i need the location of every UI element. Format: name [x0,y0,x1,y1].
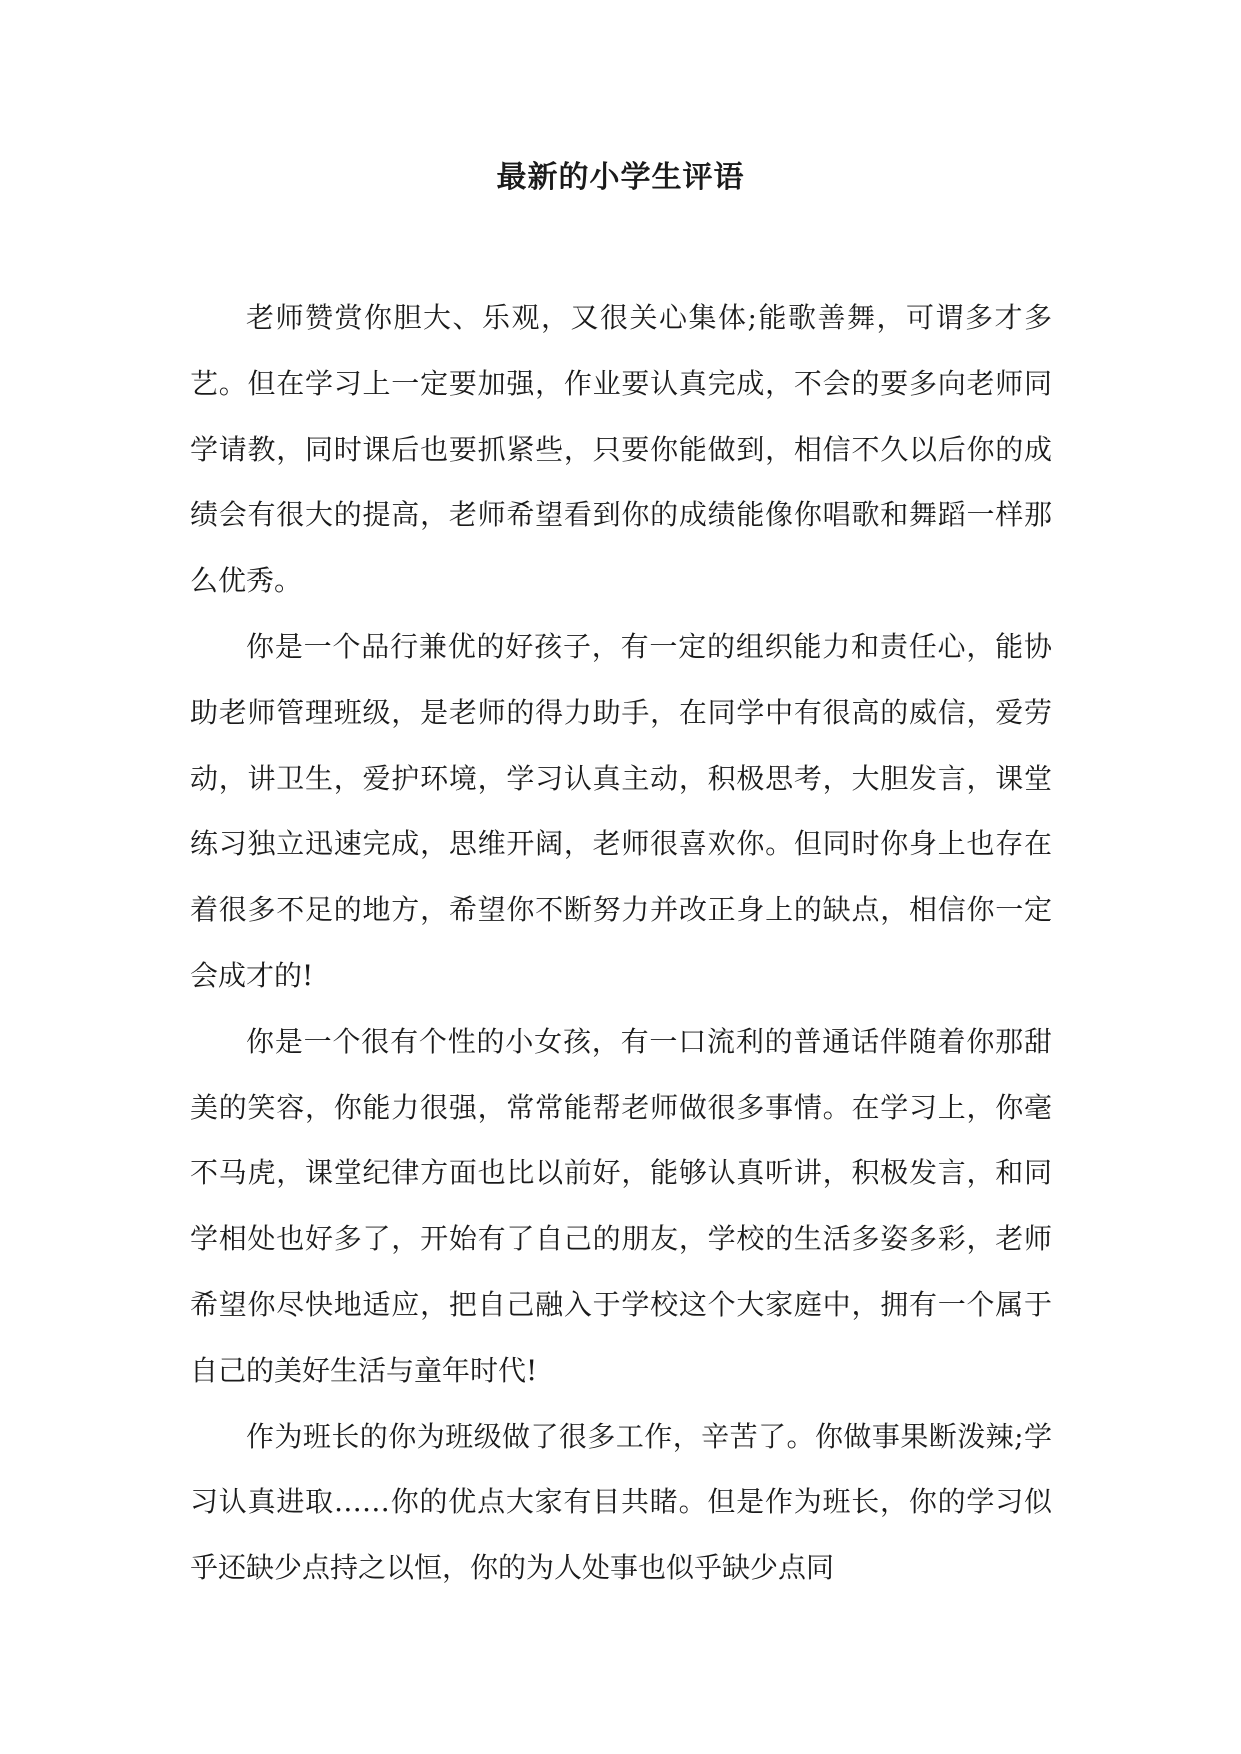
paragraph-2: 你是一个品行兼优的好孩子，有一定的组织能力和责任心，能协助老师管理班级，是老师的得力助手，在同学中有很高的威信，爱劳动，讲卫生，爱护环境，学习认真主动，积极思考，大胆发言，课堂练习独立迅速完成，思维开阔，老师很喜欢你。但同时你身上也存在着很多不足的地方，希望你不断努力并改正身上的缺点，相信你一定会成才的! [190,629,1052,992]
paragraph-4: 作为班长的你为班级做了很多工作，辛苦了。你做事果断泼辣;学习认真进取……你的优点大家有目共睹。但是作为班长，你的学习似乎还缺少点持之以恒，你的为人处事也似乎缺少点同 [190,1419,1052,1585]
paragraph-3: 你是一个很有个性的小女孩，有一口流利的普通话伴随着你那甜美的笑容，你能力很强，常常能帮老师做很多事情。在学习上，你毫不马虎，课堂纪律方面也比以前好，能够认真听讲，积极发言，和同学相处也好多了，开始有了自己的朋友，学校的生活多姿多彩，老师希望你尽快地适应，把自己融入于学校这个大家庭中，拥有一个属于自己的美好生活与童年时代! [190,1024,1052,1387]
paragraph-1: 老师赞赏你胆大、乐观，又很关心集体;能歌善舞，可谓多才多艺。但在学习上一定要加强，作业要认真完成，不会的要多向老师同学请教，同时课后也要抓紧些，只要你能做到，相信不久以后你的成绩会有很大的提高，老师希望看到你的成绩能像你唱歌和舞蹈一样那么优秀。 [190,301,1052,598]
page-title: 最新的小学生评语 [496,160,745,195]
document-body [190,285,1052,1601]
